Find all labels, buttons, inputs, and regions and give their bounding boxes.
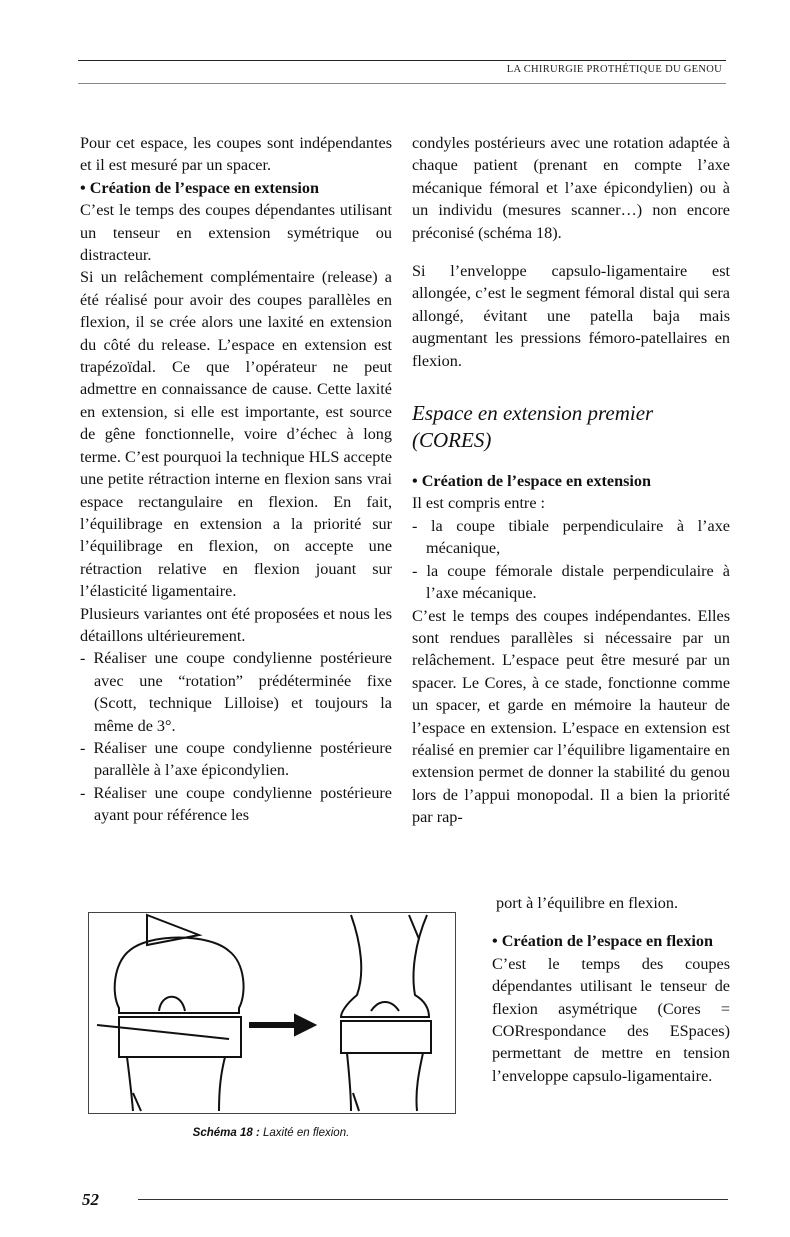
paragraph: condyles postérieurs avec une rotation adaptée à chaque patient (prenant en compte l’axe mécanique fémoral et l’axe épicondylien) ou à un individu (mesures scanner…) non encore préconisé (schéma 18). [412,134,730,242]
subheading: • Création de l’espace en flexion [492,932,714,951]
caption-text: Laxité en flexion. [259,1127,350,1139]
list-item: - Réaliser une coupe condylienne postérieure avec une “rotation” prédéterminée fixe (Scott, technique Lilloise) et toujours la même de 3°. [80,649,392,735]
arrow-head [295,1015,315,1035]
paragraph: C’est le temps des coupes dépendantes utilisant le tenseur de flexion asymétrique (Cores = CORrespondance des ESpaces) permettant de mettre en tension l’enveloppe capsulo-ligamentaire. [492,954,730,1085]
notch-right [371,1002,399,1011]
right-edge-line [409,915,419,939]
femur-left [115,938,244,1014]
tibia-plateau-left [119,1017,241,1057]
left-column [80,132,392,827]
list-item: - la coupe fémorale distale perpendiculaire à l’axe mécanique. [412,561,730,603]
fibula-right [353,1093,359,1111]
page-number: 52 [82,1190,99,1209]
list-item: - Réaliser une coupe condylienne postérieure ayant pour référence les [80,783,392,825]
list-item: - Réaliser une coupe condylienne postérieure parallèle à l’axe épicondylien. [80,738,392,780]
right-column [412,132,730,829]
knee-diagram [88,912,456,1114]
header-rule-lower [78,83,726,84]
header-rule [78,60,726,61]
paragraph: Si l’enveloppe capsulo-ligamentaire est allongée, c’est le segment fémoral distal qui sera allongé, évitant une patella baja mais augmentant les pressions fémoro-patellaires en flexion. [412,262,730,370]
cut-line-left [97,1025,229,1039]
paragraph-continuation: port à l’équilibre en flexion. [496,894,679,912]
figure-caption [88,1127,454,1139]
paragraph: Pour cet espace, les coupes sont indépendantes et il est mesuré par un spacer. [80,134,392,175]
section-title: Espace en extension premier (CORES) [412,401,654,453]
tibia-shaft-right [347,1053,423,1111]
knee-diagram-drawing [89,913,455,1113]
list-item: - la coupe tibiale perpendiculaire à l’axe mécanique, [412,516,730,558]
subheading: • Création de l’espace en extension [412,472,652,491]
paragraph: Plusieurs variantes ont été proposées et nous les détaillons ultérieurement. [80,604,392,645]
footer-rule [138,1199,728,1200]
tibia-plateau-right [341,1021,431,1053]
paragraph: Il est compris entre : [412,494,546,513]
subheading: • Création de l’espace en extension [80,178,320,197]
paragraph: C’est le temps des coupes dépendantes utilisant un tenseur en extension symétrique ou distracteur. [80,201,392,265]
running-title: LA CHIRURGIE PROTHÉTIQUE DU GENOU [506,64,722,75]
caption-label: Schéma 18 : [192,1127,260,1139]
right-column-continued [464,892,730,1087]
paragraph: Si un relâchement complémentaire (release) a été réalisé pour avoir des coupes parallèles en flexion, il se crée alors une laxité en extension du côté du release. L’espace en extension est trapézoïdal. Ce que l’opérateur ne peut admettre en connaissance de cause. Cette laxité en extension, si elle est importante, est source de gêne fonctionnelle, voire d’échec à long terme. C’est pourquoi la technique HLS accepte une petite rétraction interne en flexion sans vrai espace rectangulaire en flexion. En fait, l’équilibrage en extension a la priorité sur l’équilibrage en flexion, on accepte une rétraction relative en flexion jouant sur l’élasticité ligamentaire. [80,268,392,601]
tibia-shaft-left [127,1057,225,1111]
notch-left [159,997,185,1011]
paragraph: C’est le temps des coupes indépendantes. Elles sont rendues parallèles si nécessaire par un relâchement. L’espace peut être mesuré par un spacer. Le Cores, à ce stade, fonctionne comme un spacer, et garde en mémoire la hauteur de l’espace en extension. L’espace en extension est réalisé en premier car l’équilibre ligamentaire en extension permet de donner la stabilité du genou lors de l’appui monopodal. Il a bien la priorité par rap- [412,606,730,827]
fibula-left [133,1093,141,1111]
